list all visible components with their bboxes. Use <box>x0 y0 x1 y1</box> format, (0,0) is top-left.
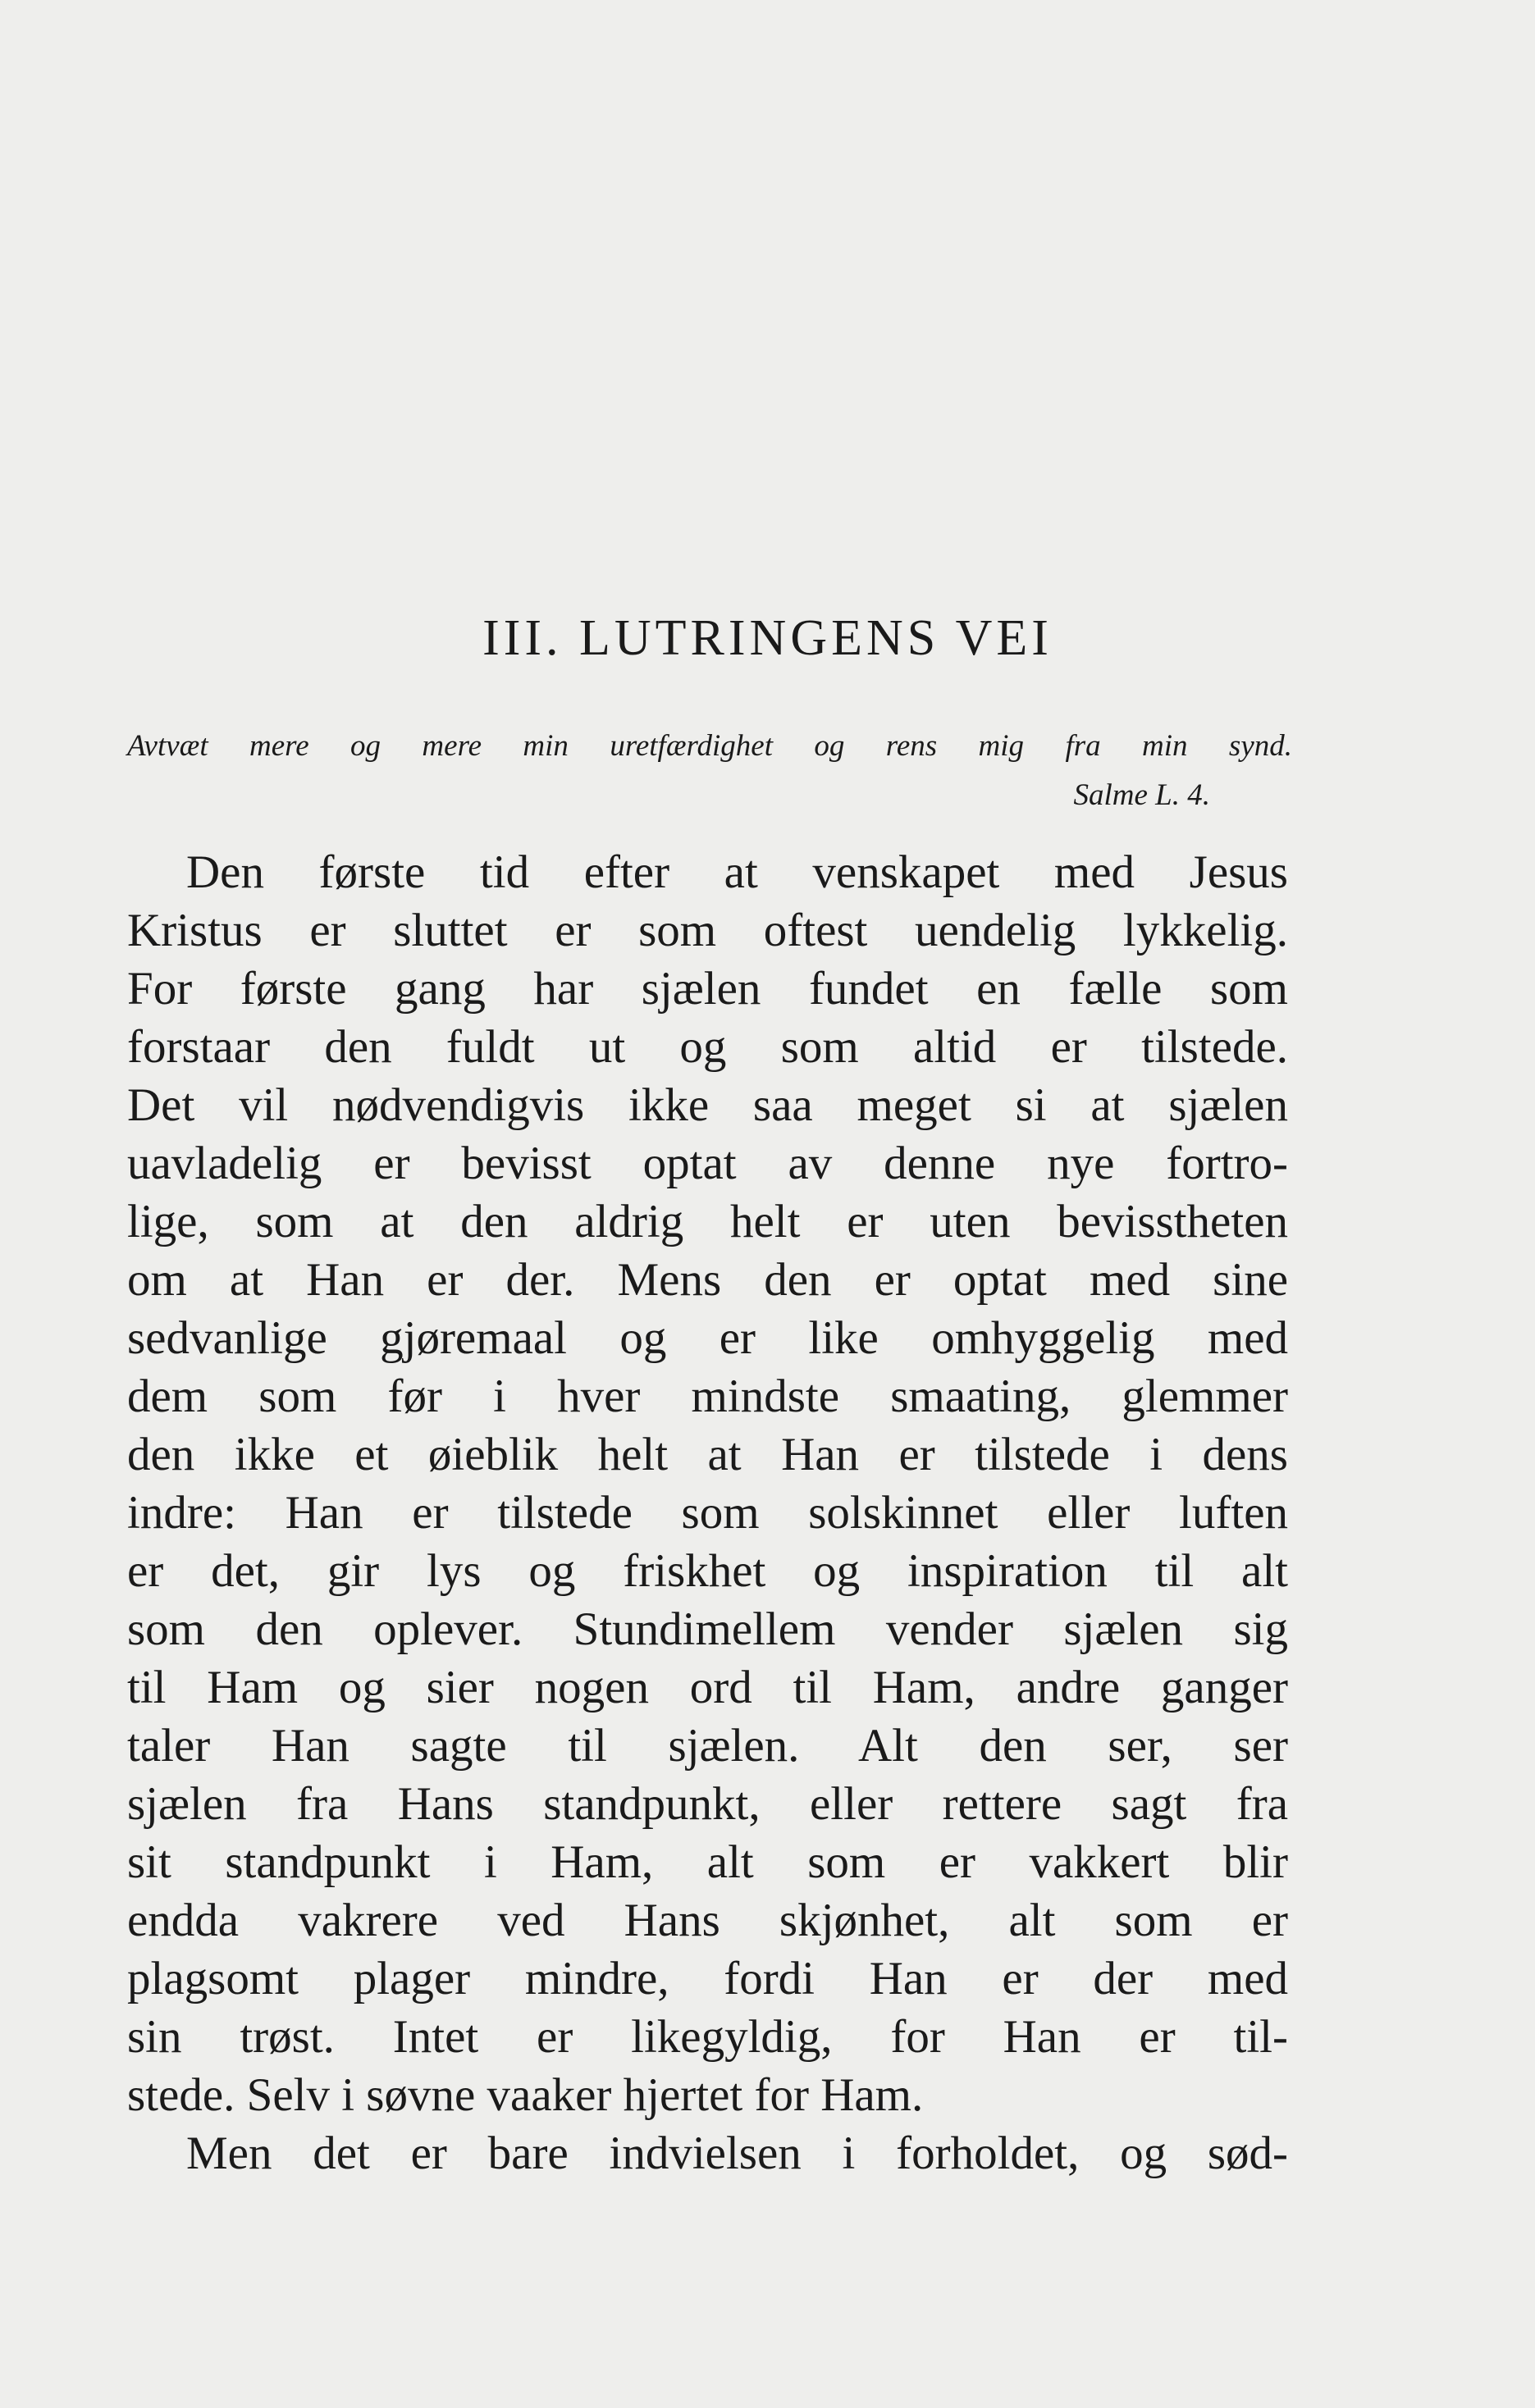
text-line: lige, som at den aldrig helt er uten bevisstheten <box>127 1196 1288 1247</box>
text-line: Det vil nødvendigvis ikke saa meget si at sjælen <box>127 1079 1288 1131</box>
text-line: indre: Han er tilstede som solskinnet eller luften <box>127 1487 1288 1539</box>
text-line: uavladelig er bevisst optat av denne nye fortro- <box>127 1138 1288 1189</box>
text-line: dem som før i hver mindste smaating, glemmer <box>127 1370 1288 1422</box>
chapter-title: III. LUTRINGENS VEI <box>482 610 1053 666</box>
text-line: den ikke et øieblik helt at Han er tilstede i dens <box>127 1429 1288 1480</box>
text-line: endda vakrere ved Hans skjønhet, alt som er <box>127 1895 1288 1946</box>
body-text <box>127 843 1288 2182</box>
text-line: sedvanlige gjøremaal og er like omhyggelig med <box>127 1312 1288 1364</box>
epigraph <box>127 722 1292 820</box>
text-line: som den oplever. Stundimellem vender sjælen sig <box>127 1603 1288 1655</box>
text-line: plagsomt plager mindre, fordi Han er der med <box>127 1953 1288 2004</box>
text-line: sin trøst. Intet er likegyldig, for Han er til- <box>127 2011 1288 2063</box>
epigraph-source: Salme L. 4. <box>1073 778 1210 812</box>
text-line: Men det er bare indvielsen i forholdet, og sød- <box>186 2128 1288 2179</box>
text-line: Den første tid efter at venskapet med Jesus <box>186 846 1288 898</box>
epigraph-text: Avtvæt mere og mere min uretfærdighet og rens mig fra min synd. <box>127 729 1292 763</box>
text-line: forstaar den fuldt ut og som altid er tilstede. <box>127 1021 1288 1073</box>
text-line: sjælen fra Hans standpunkt, eller rettere sagt fra <box>127 1778 1288 1830</box>
text-line: om at Han er der. Mens den er optat med sine <box>127 1254 1288 1306</box>
text-line: taler Han sagte til sjælen. Alt den ser, ser <box>127 1720 1288 1772</box>
text-line: For første gang har sjælen fundet en fælle som <box>127 963 1288 1015</box>
text-line: stede. Selv i søvne vaaker hjertet for Ham. <box>127 2069 924 2121</box>
text-line: til Ham og sier nogen ord til Ham, andre ganger <box>127 1662 1288 1713</box>
text-line: sit standpunkt i Ham, alt som er vakkert blir <box>127 1836 1288 1888</box>
text-line: Kristus er sluttet er som oftest uendelig lykkelig. <box>127 905 1288 956</box>
text-line: er det, gir lys og friskhet og inspiration til alt <box>127 1545 1288 1597</box>
